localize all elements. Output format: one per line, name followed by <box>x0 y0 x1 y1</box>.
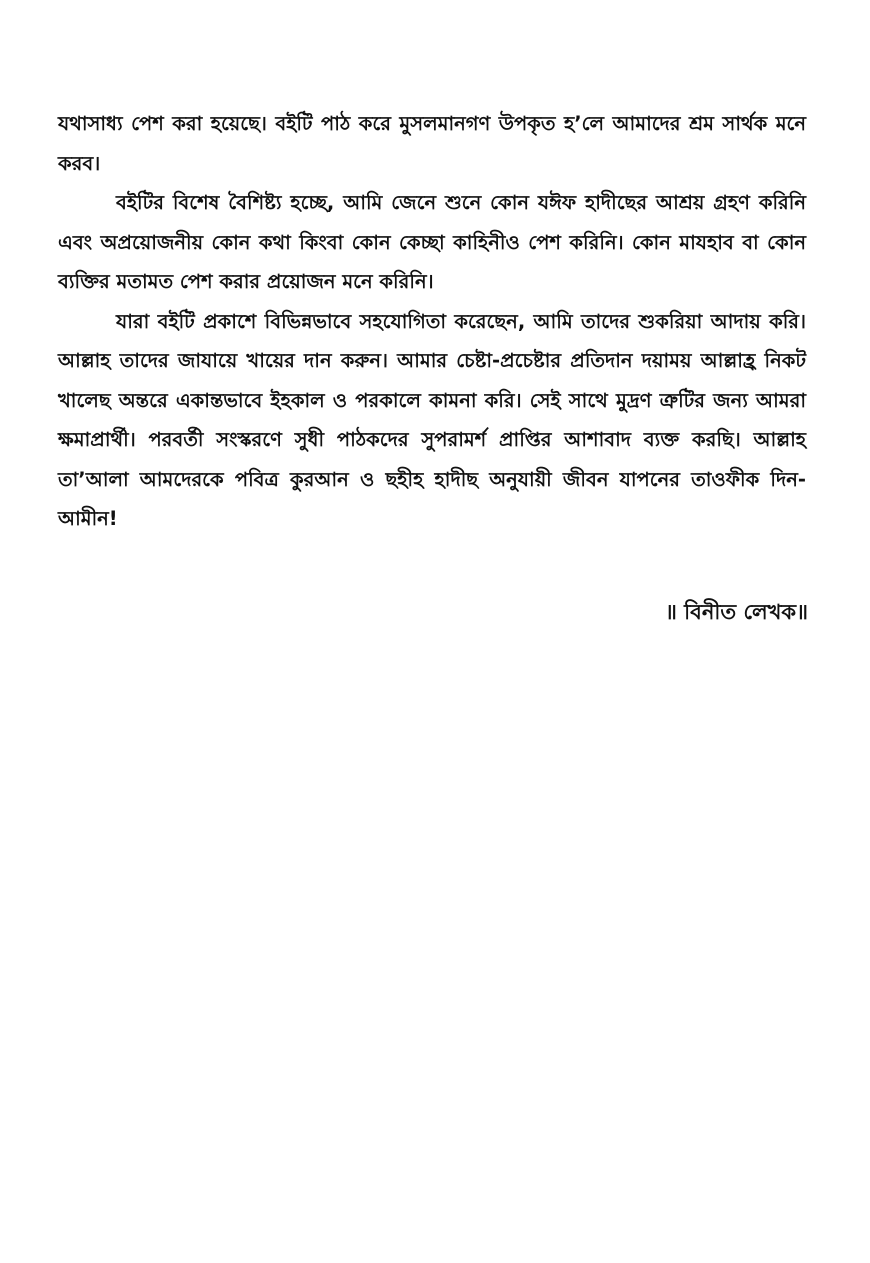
paragraph-2: বইটির বিশেষ বৈশিষ্ট্য হচ্ছে, আমি জেনে শুনে কোন যঈফ হাদীছের আশ্রয় গ্রহণ করিনি এবং অপ্রয়োজনীয় কোন কথা কিংবা কোন কেচ্ছা কাহিনীও পেশ করিনি। কোন মাযহাব বা কোন ব্যক্তির মতামত পেশ করার প্রয়োজন মনে করিনি। <box>58 191 806 293</box>
body-text <box>58 104 806 539</box>
author-signature: ॥ বিনীত লেখক॥ <box>664 600 808 624</box>
paragraph-1: যথাসাধ্য পেশ করা হয়েছে। বইটি পাঠ করে মুসলমানগণ উপকৃত হ’লে আমাদের শ্রম সার্থক মনে করব। <box>58 112 806 175</box>
paragraph-3: যারা বইটি প্রকাশে বিভিন্নভাবে সহযোগিতা করেছেন, আমি তাদের শুকরিয়া আদায় করি। আল্লাহ তাদের জাযায়ে খায়ের দান করুন। আমার চেষ্টা-প্রচেষ্টার প্রতিদান দয়াময় আল্লাহ্র নিকট খালেছ অন্তরে একান্তভাবে ইহকাল ও পরকালে কামনা করি। সেই সাথে মুদ্রণ ত্রুটির জন্য আমরা ক্ষমাপ্রার্থী। পরবর্তী সংস্করণে সুধী পাঠকদের সুপরামর্শ প্রাপ্তির আশাবাদ ব্যক্ত করছি। আল্লাহ তা’আলা আমদেরকে পবিত্র কুরআন ও ছহীহ হাদীছ অনুযায়ী জীবন যাপনের তাওফীক দিন-আমীন! <box>58 309 806 530</box>
